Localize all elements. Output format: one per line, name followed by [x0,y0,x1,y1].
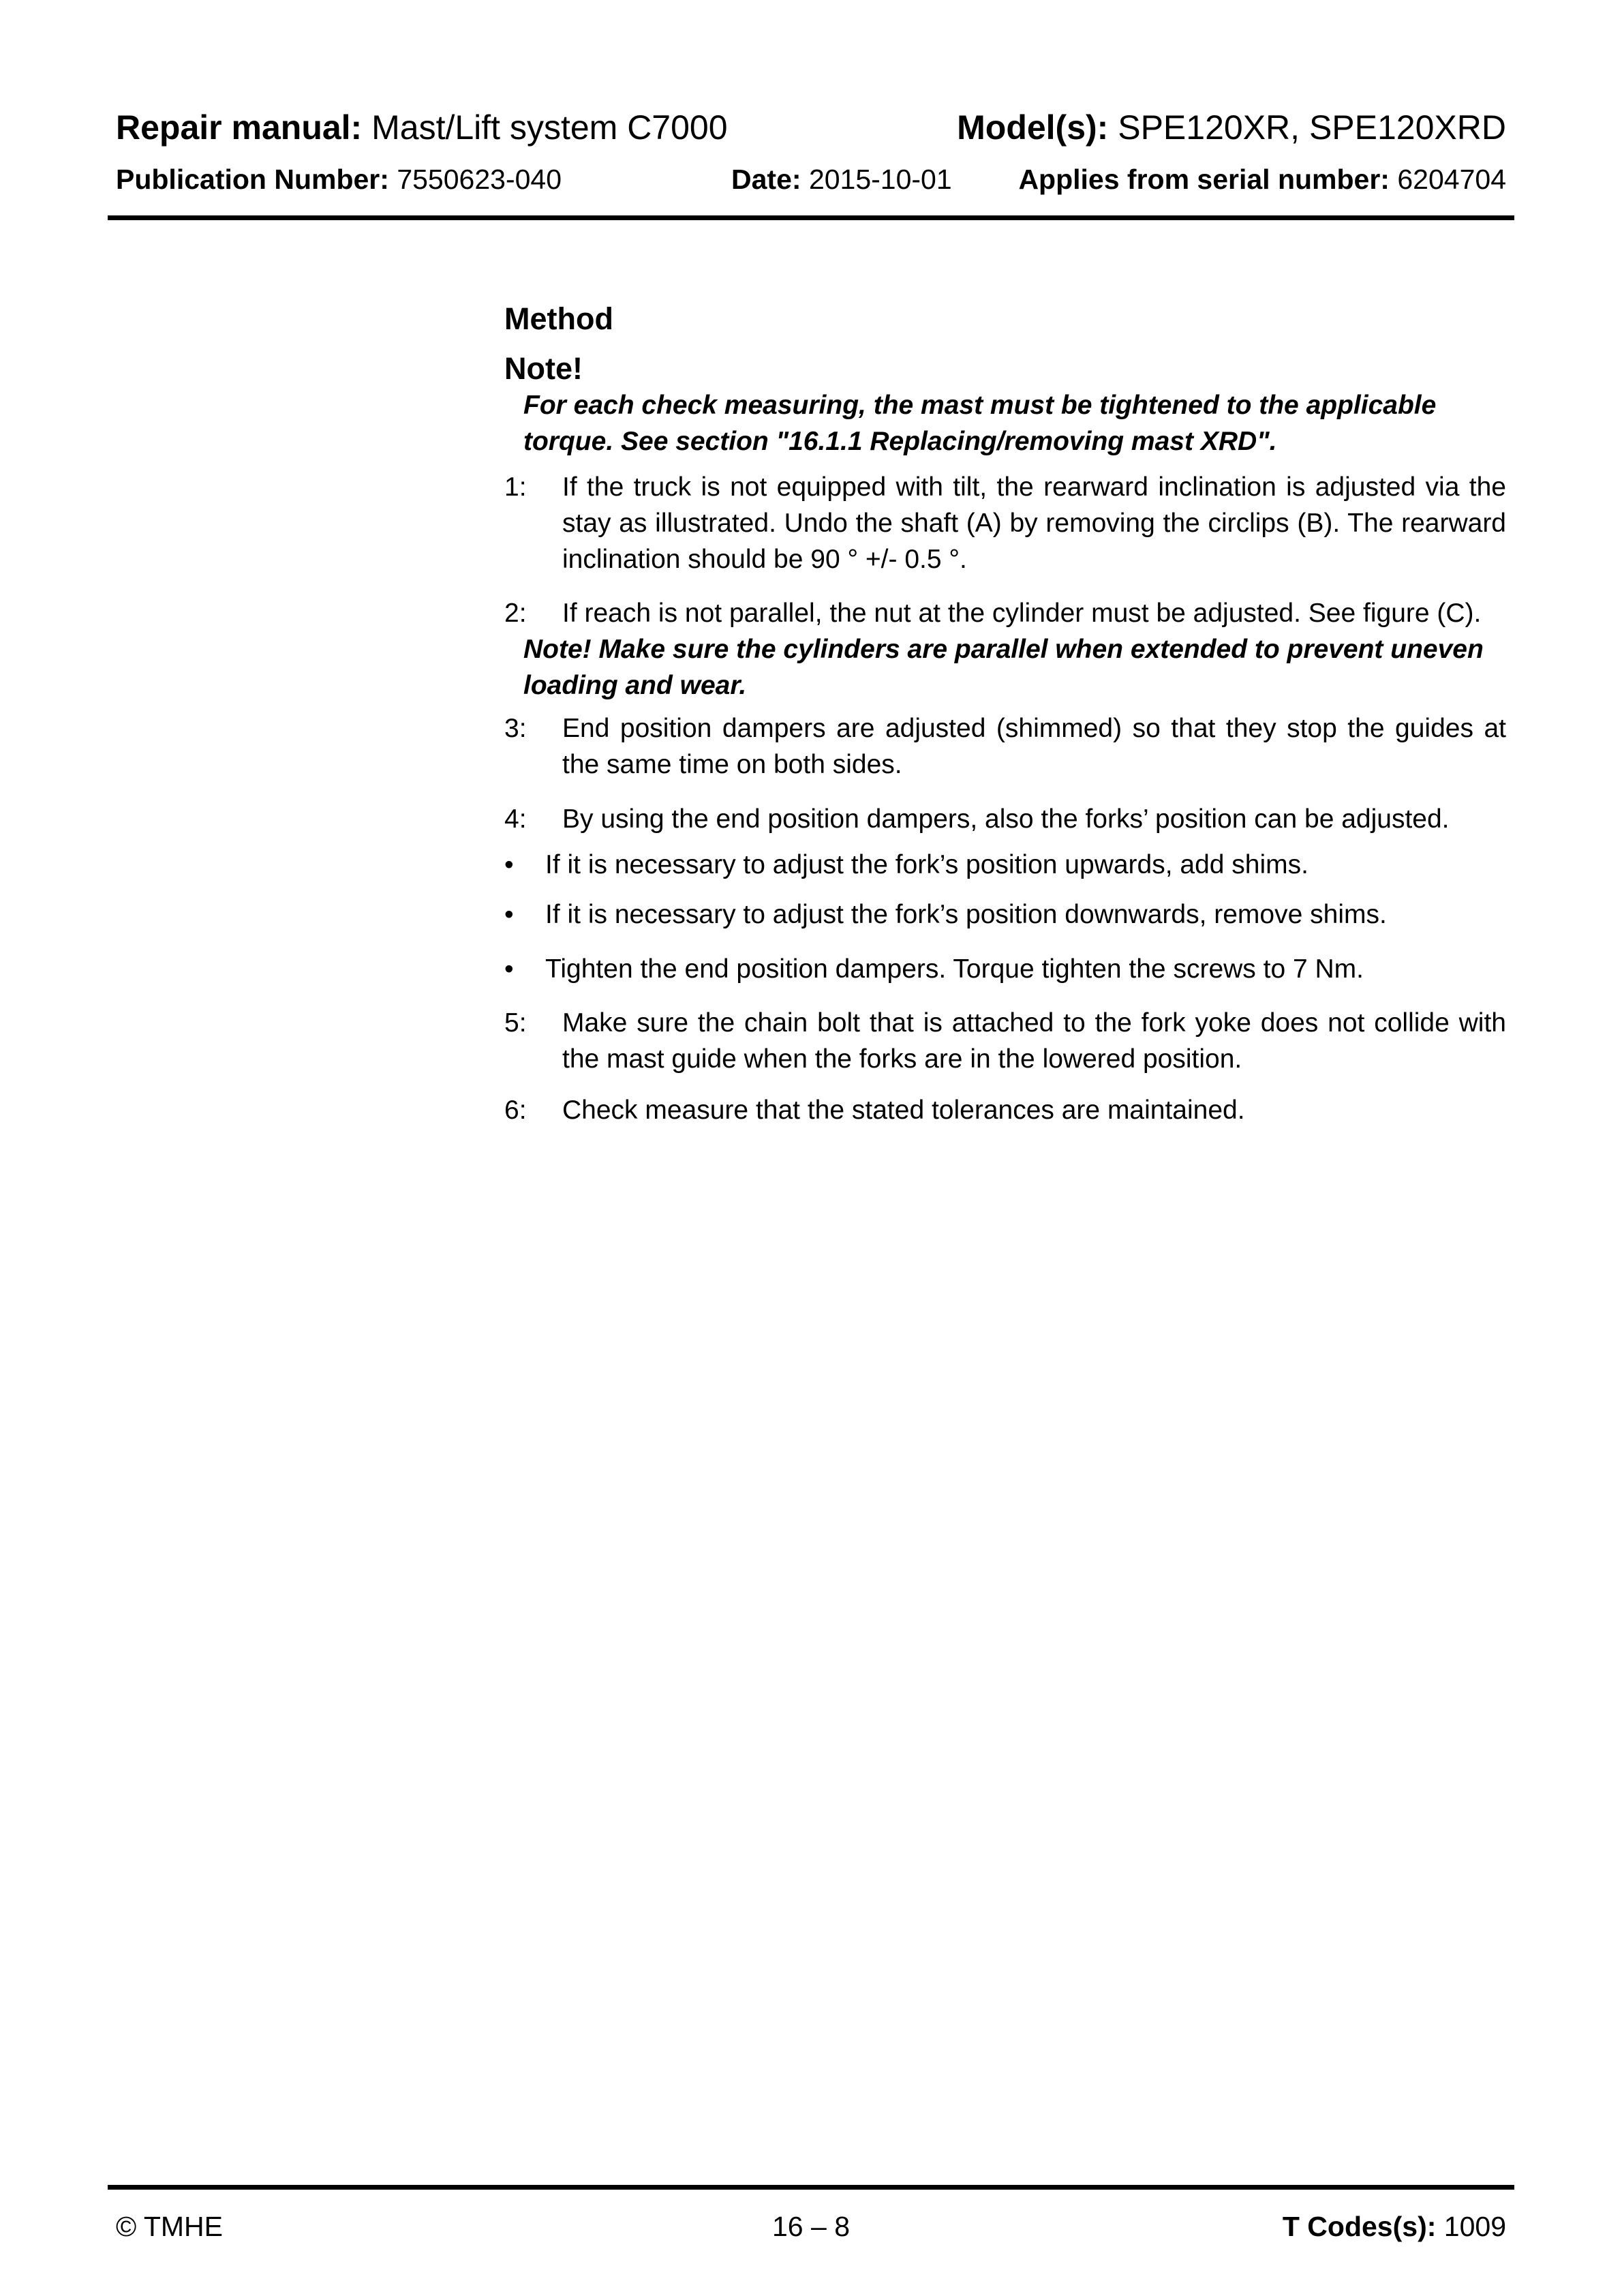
t-codes-label: T Codes(s): [1282,2211,1437,2242]
models-label: Model(s): [957,108,1109,147]
step-text: If reach is not parallel, the nut at the cylinder must be adjusted. See figure (C). [562,599,1482,628]
method-heading: Method [504,301,613,336]
bullet-item-2 [504,896,1506,933]
t-codes-value: 1009 [1443,2211,1506,2242]
date-label: Date: [731,164,801,195]
repair-manual-label: Repair manual: [116,108,363,147]
step-number: 2: [504,599,527,628]
step-number: 4: [504,804,527,834]
step-text: By using the end position dampers, also the forks’ position can be adjusted. [562,804,1450,834]
step-6 [504,1092,1506,1128]
step-number: 5: [504,1008,527,1038]
serial-number-label: Applies from serial number: [1018,164,1390,195]
bullet-icon: • [504,900,514,929]
page-footer [116,2185,1506,2243]
note-paragraph-2: Note! Make sure the cylinders are parallel when extended to prevent uneven loading and wear. [523,635,1484,700]
header-row-1 [116,108,1506,147]
bullet-text: If it is necessary to adjust the fork’s position upwards, add shims. [545,850,1309,879]
bullet-item-3 [504,951,1506,987]
step-2 [504,595,1506,631]
step-text: Make sure the chain bolt that is attached to the fork yoke does not collide with the mast guide when the forks are in the lowered position. [562,1008,1506,1074]
note-paragraph-1: For each check measuring, the mast must be tightened to the applicable torque. See section "16.1.1 Replacing/removing mast XRD". [523,391,1437,456]
step-1 [504,469,1506,577]
repair-manual-value: Mast/Lift system C7000 [371,108,728,147]
page-header [116,0,1506,220]
step-3 [504,710,1506,783]
bullet-icon: • [504,954,514,984]
copyright-text: © TMHE [116,2211,224,2242]
date-value: 2015-10-01 [808,164,952,195]
footer-row [116,2210,1506,2243]
page-number: 16 – 8 [772,2211,850,2242]
publication-number-value: 7550623-040 [397,164,562,195]
repair-manual-field [116,108,728,147]
bullet-text: If it is necessary to adjust the fork’s position downwards, remove shims. [545,900,1387,929]
header-rule [108,215,1514,220]
step-4 [504,801,1506,837]
serial-number-field [1018,163,1506,196]
bullet-text: Tighten the end position dampers. Torque tighten the screws to 7 Nm. [545,954,1364,984]
bullet-icon: • [504,850,514,879]
serial-number-value: 6204704 [1397,164,1506,195]
date-field [731,163,952,196]
document-body [504,301,1506,1128]
header-row-2 [116,163,1506,196]
step-text: Check measure that the stated tolerances are maintained. [562,1096,1245,1125]
footer-rule [108,2185,1514,2190]
step-number: 1: [504,472,527,502]
models-field [957,108,1506,147]
step-number: 6: [504,1096,527,1125]
models-value: SPE120XR, SPE120XRD [1118,108,1506,147]
bullet-item-1 [504,847,1506,883]
step-number: 3: [504,714,527,743]
publication-number-label: Publication Number: [116,164,389,195]
publication-number-field [116,163,562,196]
step-5 [504,1005,1506,1077]
step-text: If the truck is not equipped with tilt, the rearward inclination is adjusted via the stay as illustrated. Undo the shaft (A) by removing the circlips (B). The rearward inclination should be 90 ° +/- 0.5 °. [562,472,1506,574]
step-text: End position dampers are adjusted (shimmed) so that they stop the guides at the same time on both sides. [562,714,1506,779]
note-heading: Note! [504,351,583,386]
